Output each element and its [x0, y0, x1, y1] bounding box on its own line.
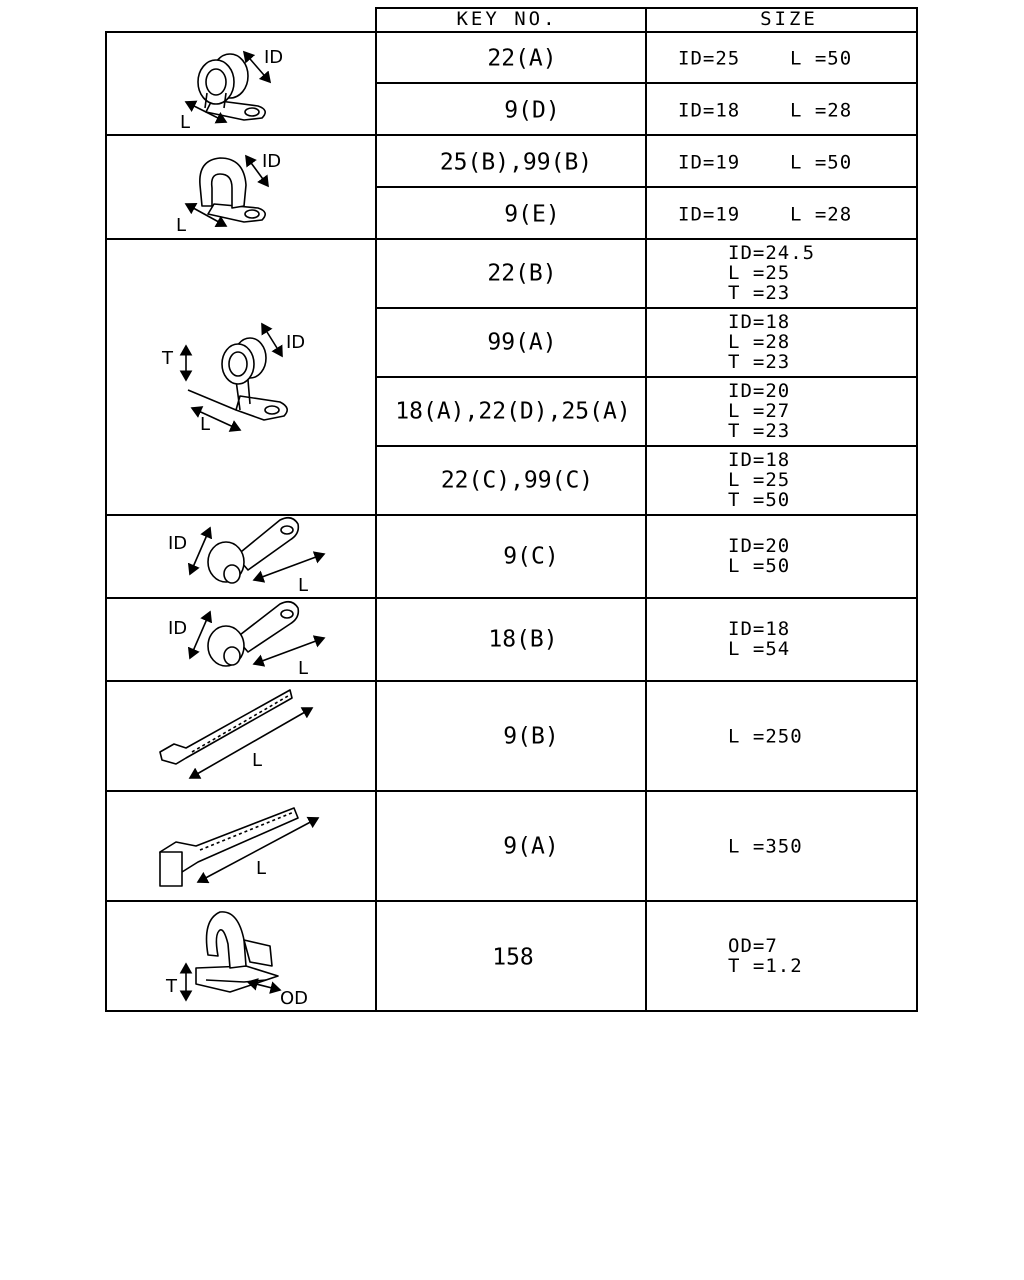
- cushion-clamp-icon: [186, 52, 270, 122]
- size-line: T =23: [728, 351, 791, 373]
- dim-label-od: OD: [280, 988, 309, 1009]
- size-line: ID=20: [728, 535, 791, 557]
- long-tab-clamp-icon: [190, 518, 324, 583]
- dim-label-id: ID: [286, 332, 306, 353]
- size-cell: L =350: [728, 835, 803, 858]
- size-cell: ID=18 L =28: [678, 99, 853, 122]
- hose-clip-icon: [186, 912, 280, 1000]
- size-line: L =54: [728, 638, 791, 660]
- cable-tie-icon: [160, 690, 312, 778]
- size-cell: ID=19 L =50: [678, 151, 853, 174]
- header-key-no: KEY NO.: [456, 8, 558, 30]
- key-no-cell: 9(C): [503, 543, 559, 570]
- size-line: T =23: [728, 282, 791, 304]
- dim-label-id: ID: [168, 618, 188, 639]
- dim-label-l: L: [252, 750, 263, 771]
- size-line: ID=18: [728, 449, 791, 471]
- dim-label-l: L: [298, 575, 309, 596]
- key-no-cell: 9(D): [504, 97, 560, 124]
- key-no-cell: 99(A): [487, 329, 557, 356]
- dim-label-id: ID: [168, 533, 188, 554]
- dim-label-l: L: [180, 112, 191, 133]
- size-line: ID=18: [728, 618, 791, 640]
- key-no-cell: 158: [492, 944, 534, 971]
- size-line: ID=24.5: [728, 242, 816, 264]
- size-cell: L =250: [728, 725, 803, 748]
- key-no-cell: 18(A),22(D),25(A): [395, 398, 631, 425]
- dim-label-l: L: [256, 858, 267, 879]
- size-line: T =23: [728, 420, 791, 442]
- dim-label-id: ID: [264, 47, 284, 68]
- size-line: L =28: [728, 331, 791, 353]
- cable-tie-icon: [160, 808, 318, 886]
- dim-label-t: T: [166, 976, 177, 997]
- size-line: T =1.2: [728, 955, 803, 977]
- key-no-cell: 9(E): [504, 201, 560, 228]
- size-line: L =25: [728, 262, 791, 284]
- size-line: OD=7: [728, 935, 778, 957]
- key-no-cell: 22(A): [487, 45, 557, 72]
- size-line: L =27: [728, 400, 791, 422]
- dim-label-id: ID: [262, 151, 282, 172]
- key-no-cell: 9(B): [503, 723, 559, 750]
- size-cell: ID=25 L =50: [678, 47, 853, 70]
- size-line: L =25: [728, 469, 791, 491]
- key-no-cell: 18(B): [488, 626, 558, 653]
- p-clamp-icon: [186, 156, 268, 226]
- dim-label-t: T: [162, 348, 173, 369]
- key-no-cell: 25(B),99(B): [439, 149, 593, 176]
- size-cell: ID=19 L =28: [678, 203, 853, 226]
- size-line: ID=20: [728, 380, 791, 402]
- key-no-cell: 22(C),99(C): [440, 467, 594, 494]
- long-tab-clamp-icon: [190, 602, 324, 666]
- size-line: ID=18: [728, 311, 791, 333]
- key-no-cell: 22(B): [487, 260, 557, 287]
- key-no-cell: 9(A): [503, 833, 559, 860]
- dim-label-l: L: [298, 658, 309, 679]
- size-line: L =50: [728, 555, 791, 577]
- dim-label-l: L: [176, 215, 187, 236]
- size-line: T =50: [728, 489, 791, 511]
- dim-label-l: L: [200, 414, 211, 435]
- header-size: SIZE: [760, 8, 818, 30]
